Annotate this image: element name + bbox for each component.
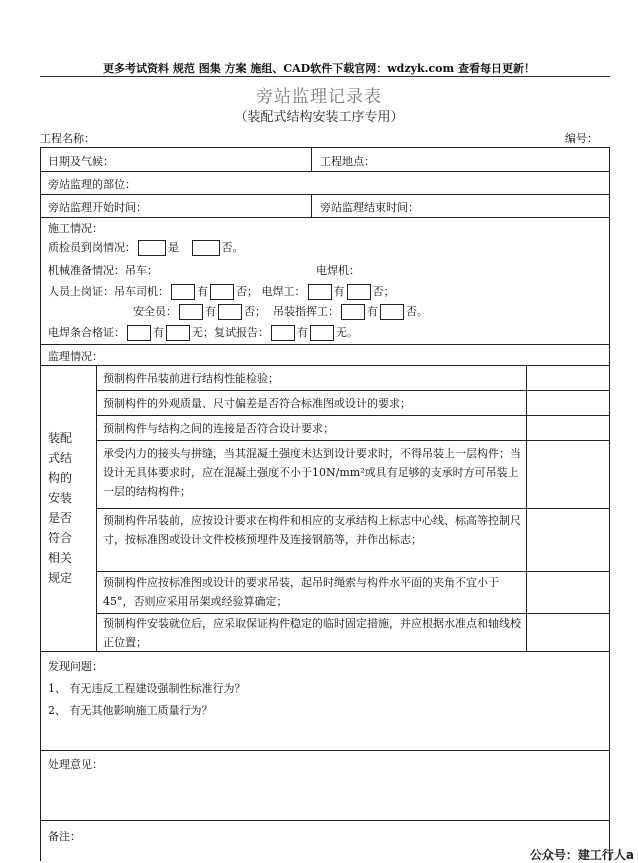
checkbox[interactable] bbox=[166, 325, 190, 341]
rule-item: 预制构件安装就位后，应采取保证构件稳定的临时固定措施，并应根据水准点和轴线校正位置； bbox=[103, 617, 521, 649]
row-divider bbox=[40, 194, 610, 195]
staff-line-2: 安全员： 有 否； 吊装指挥工： 有 否。 bbox=[133, 305, 428, 318]
rule-item: 预制构件吊装前进行结构性能检验； bbox=[103, 372, 279, 385]
row-divider bbox=[40, 365, 610, 366]
row-divider bbox=[40, 171, 610, 172]
page-subtitle: （装配式结构安装工序专用） bbox=[234, 110, 404, 125]
welding-cert-line: 电焊条合格证： 有 无；复试报告： 有 无。 bbox=[48, 326, 358, 339]
checkbox[interactable] bbox=[308, 284, 332, 300]
checkbox[interactable] bbox=[179, 304, 203, 320]
problem-question-1: 1、 有无违反工程建设强制性标准行为？ bbox=[48, 682, 246, 695]
checkbox[interactable] bbox=[192, 240, 220, 256]
download-notice: 更多考试资料 规范 图集 方案 施组、CAD软件下载官网：wdzyk.com 查看每日更新！ bbox=[103, 62, 535, 75]
column-divider bbox=[311, 194, 312, 217]
checkbox[interactable] bbox=[271, 325, 295, 341]
watermark: 公众号：建工行人a bbox=[529, 848, 634, 862]
rule-item: 预制构件的外观质量、尺寸偏差是否符合标准图或设计的要求； bbox=[103, 397, 411, 410]
rule-item: 预制构件吊装前，应按设计要求在构件和相应的支承结构上标志中心线、标高等控制尺寸，按标准图或设计文件校核预埋件及连接钢筋等，并作出标志； bbox=[103, 514, 521, 546]
page-title: 旁站监理记录表 bbox=[256, 87, 382, 107]
problems-title: 发现问题： bbox=[48, 660, 103, 673]
machine-label: 机械准备情况：吊车： bbox=[48, 264, 158, 277]
start-time-label: 旁站监理开始时间： bbox=[48, 201, 147, 214]
checkbox[interactable] bbox=[210, 284, 234, 300]
staff-line-1: 人员上岗证：吊车司机： 有 否； 电焊工： 有 否； bbox=[48, 285, 395, 298]
rule-item: 预制构件与结构之间的连接是否符合设计要求； bbox=[103, 422, 334, 435]
project-name-label: 工程名称： bbox=[40, 132, 95, 145]
checkbox[interactable] bbox=[341, 304, 365, 320]
end-time-label: 旁站监理结束时间： bbox=[320, 201, 419, 214]
checkbox[interactable] bbox=[310, 325, 334, 341]
row-divider bbox=[40, 820, 610, 821]
inspector-line: 质检员到岗情况： 是 否。 bbox=[48, 241, 244, 254]
checkbox[interactable] bbox=[138, 240, 166, 256]
rule-item: 承受内力的接头与拼缝，当其混凝土强度未达到设计要求时，不得吊装上一层构件；当设计无具体要求时，应在混凝土强度不小于10N/mm²或具有足够的支承时方可吊装上一层的结构构件； bbox=[103, 447, 521, 498]
header-rule bbox=[40, 76, 610, 77]
date-weather-label: 日期及气候： bbox=[48, 155, 114, 168]
row-divider bbox=[40, 344, 610, 345]
number-label: 编号： bbox=[565, 132, 598, 145]
checkbox[interactable] bbox=[218, 304, 242, 320]
remarks-label: 备注： bbox=[48, 830, 81, 843]
checkbox[interactable] bbox=[171, 284, 195, 300]
location-label: 工程地点： bbox=[320, 155, 375, 168]
row-divider bbox=[40, 217, 610, 218]
rule-item: 预制构件应按标准图或设计的要求吊装，起吊时绳索与构件水平面的夹角不宜小于45°，否则应采用吊架或经验算确定； bbox=[103, 576, 499, 608]
handling-label: 处理意见： bbox=[48, 758, 103, 771]
column-divider bbox=[311, 147, 312, 171]
checkbox[interactable] bbox=[347, 284, 371, 300]
part-label: 旁站监理的部位： bbox=[48, 178, 136, 191]
checkbox[interactable] bbox=[127, 325, 151, 341]
checkbox[interactable] bbox=[380, 304, 404, 320]
side-label: 装配 式结 构的 安装 是否 符合 相关 规定 bbox=[47, 431, 72, 585]
welder-machine-label: 电焊机： bbox=[316, 264, 360, 277]
supervision-title: 监理情况： bbox=[48, 350, 103, 363]
problem-question-2: 2、 有无其他影响施工质量行为？ bbox=[48, 704, 213, 717]
row-divider bbox=[40, 750, 610, 751]
construction-title: 施工情况： bbox=[48, 222, 103, 235]
